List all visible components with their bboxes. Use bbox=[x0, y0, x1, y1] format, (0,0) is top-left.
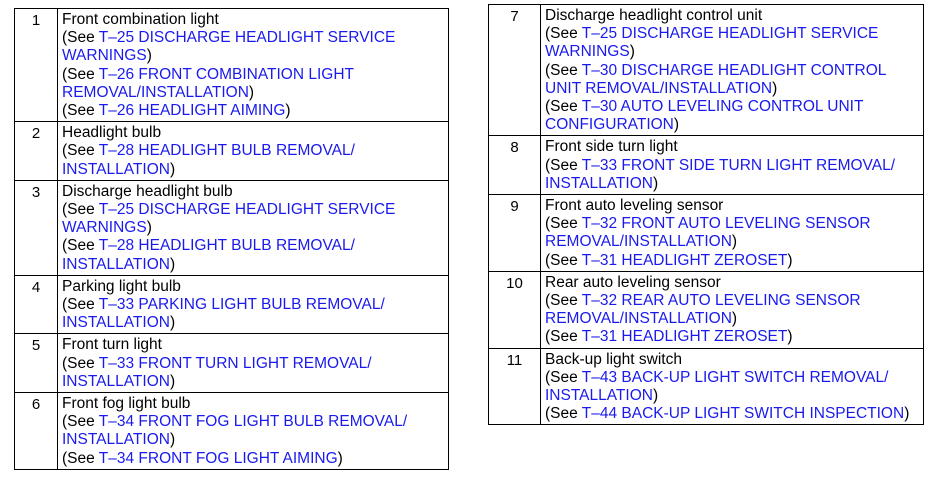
reference-line bbox=[545, 157, 919, 193]
reference-link[interactable]: T–43 BACK-UP LIGHT SWITCH REMOVAL/ INSTALLATION bbox=[545, 368, 889, 405]
reference-line bbox=[545, 25, 919, 61]
reference-line bbox=[62, 237, 444, 273]
reference-suffix: ) bbox=[169, 314, 176, 332]
reference-suffix: ) bbox=[629, 43, 635, 61]
component-row bbox=[489, 195, 924, 272]
reference-prefix: (See bbox=[62, 65, 99, 83]
reference-prefix: (See bbox=[62, 354, 99, 372]
reference-link[interactable]: T–33 FRONT TURN LIGHT REMOVAL/ INSTALLATION bbox=[62, 354, 372, 390]
item-description bbox=[58, 275, 449, 334]
reference-suffix: ) bbox=[169, 372, 176, 390]
reference-link[interactable]: T–25 DISCHARGE HEADLIGHT SERVICE WARNINGS bbox=[545, 25, 879, 61]
reference-prefix: (See bbox=[545, 328, 582, 346]
component-name: Parking light bulb bbox=[62, 277, 181, 295]
reference-line bbox=[545, 292, 919, 328]
reference-link[interactable]: T–33 PARKING LIGHT BULB REMOVAL/ INSTALLATION bbox=[62, 296, 385, 332]
reference-prefix: (See bbox=[545, 251, 582, 269]
component-name: Discharge headlight bulb bbox=[62, 182, 233, 200]
reference-link[interactable]: T–31 HEADLIGHT ZEROSET bbox=[581, 328, 788, 346]
reference-suffix: ) bbox=[787, 328, 793, 346]
component-row bbox=[15, 275, 449, 334]
reference-line bbox=[545, 62, 919, 98]
item-description bbox=[58, 393, 449, 470]
item-number: 8 bbox=[489, 136, 541, 195]
item-description bbox=[541, 348, 924, 425]
reference-prefix: (See bbox=[62, 29, 99, 47]
reference-suffix: ) bbox=[146, 219, 152, 237]
component-name: Front fog light bulb bbox=[62, 395, 191, 413]
reference-prefix: (See bbox=[545, 25, 582, 43]
item-number: 9 bbox=[489, 195, 541, 272]
component-name: Back-up light switch bbox=[545, 350, 682, 368]
reference-line bbox=[545, 328, 919, 346]
reference-prefix: (See bbox=[62, 102, 99, 120]
component-row bbox=[15, 180, 449, 275]
item-number: 3 bbox=[15, 180, 58, 275]
reference-line bbox=[62, 142, 444, 178]
reference-line bbox=[62, 296, 444, 332]
reference-link[interactable]: T–26 FRONT COMBINATION LIGHT REMOVAL/INSTALLATION bbox=[62, 65, 354, 101]
reference-suffix: ) bbox=[787, 251, 793, 269]
component-name: Front turn light bbox=[62, 336, 162, 354]
reference-suffix: ) bbox=[248, 83, 255, 101]
reference-suffix: ) bbox=[731, 233, 738, 251]
reference-link[interactable]: T–44 BACK-UP LIGHT SWITCH INSPECTION bbox=[581, 405, 905, 423]
reference-line bbox=[62, 66, 444, 102]
item-description bbox=[541, 271, 924, 348]
reference-line bbox=[545, 252, 919, 270]
reference-line bbox=[62, 29, 444, 65]
item-number: 11 bbox=[489, 348, 541, 425]
item-number: 7 bbox=[489, 5, 541, 136]
component-name: Discharge headlight control unit bbox=[545, 7, 763, 24]
item-number: 6 bbox=[15, 393, 58, 470]
component-name: Rear auto leveling sensor bbox=[545, 273, 721, 291]
item-description bbox=[58, 180, 449, 275]
component-row bbox=[15, 334, 449, 393]
component-row bbox=[489, 348, 924, 425]
reference-suffix: ) bbox=[904, 405, 910, 423]
reference-line bbox=[545, 215, 919, 251]
item-number: 4 bbox=[15, 275, 58, 334]
reference-prefix: (See bbox=[545, 368, 582, 386]
item-number: 1 bbox=[15, 9, 58, 122]
reference-line bbox=[545, 369, 919, 405]
reference-link[interactable]: T–34 FRONT FOG LIGHT BULB REMOVAL/ INSTALLATION bbox=[62, 413, 408, 449]
reference-prefix: (See bbox=[62, 237, 99, 255]
reference-prefix: (See bbox=[545, 292, 582, 310]
item-number: 10 bbox=[489, 271, 541, 348]
reference-line bbox=[62, 413, 444, 449]
reference-link[interactable]: T–30 DISCHARGE HEADLIGHT CONTROL UNIT REMOVAL/INSTALLATION bbox=[545, 61, 886, 97]
component-row bbox=[15, 122, 449, 181]
item-number: 5 bbox=[15, 334, 58, 393]
reference-prefix: (See bbox=[545, 61, 582, 79]
reference-prefix: (See bbox=[545, 215, 582, 233]
reference-prefix: (See bbox=[62, 413, 99, 431]
reference-link[interactable]: T–31 HEADLIGHT ZEROSET bbox=[581, 251, 788, 269]
reference-prefix: (See bbox=[62, 142, 99, 160]
reference-suffix: ) bbox=[652, 174, 659, 192]
reference-link[interactable]: T–28 HEADLIGHT BULB REMOVAL/ INSTALLATION bbox=[62, 142, 355, 178]
reference-line bbox=[545, 98, 919, 134]
reference-prefix: (See bbox=[545, 98, 582, 116]
component-name: Front side turn light bbox=[545, 138, 678, 156]
component-table-right bbox=[488, 4, 924, 425]
reference-link[interactable]: T–30 AUTO LEVELING CONTROL UNIT CONFIGURATION bbox=[545, 98, 864, 134]
reference-line bbox=[62, 355, 444, 391]
item-description bbox=[541, 195, 924, 272]
reference-line bbox=[62, 102, 444, 120]
reference-suffix: ) bbox=[146, 47, 152, 65]
component-row bbox=[489, 136, 924, 195]
reference-line bbox=[62, 201, 444, 237]
reference-link[interactable]: T–34 FRONT FOG LIGHT AIMING bbox=[98, 449, 338, 467]
reference-link[interactable]: T–25 DISCHARGE HEADLIGHT SERVICE WARNINGS bbox=[62, 29, 396, 65]
reference-prefix: (See bbox=[545, 405, 582, 423]
item-number: 2 bbox=[15, 122, 58, 181]
item-description bbox=[541, 5, 924, 136]
reference-link[interactable]: T–32 REAR AUTO LEVELING SENSOR REMOVAL/INSTALLATION bbox=[545, 292, 861, 328]
reference-link[interactable]: T–32 FRONT AUTO LEVELING SENSOR REMOVAL/INSTALLATION bbox=[545, 215, 871, 251]
item-description bbox=[58, 9, 449, 122]
item-description bbox=[58, 122, 449, 181]
reference-suffix: ) bbox=[169, 431, 176, 449]
reference-prefix: (See bbox=[62, 449, 99, 467]
component-row bbox=[489, 271, 924, 348]
reference-link[interactable]: T–25 DISCHARGE HEADLIGHT SERVICE WARNINGS bbox=[62, 201, 396, 237]
reference-suffix: ) bbox=[169, 160, 176, 178]
reference-suffix: ) bbox=[285, 102, 291, 120]
reference-link[interactable]: T–28 HEADLIGHT BULB REMOVAL/ INSTALLATION bbox=[62, 237, 355, 273]
reference-prefix: (See bbox=[62, 201, 99, 219]
item-description bbox=[58, 334, 449, 393]
reference-suffix: ) bbox=[169, 255, 176, 273]
reference-prefix: (See bbox=[545, 156, 582, 174]
component-row bbox=[15, 393, 449, 470]
reference-prefix: (See bbox=[62, 296, 99, 314]
reference-suffix: ) bbox=[337, 449, 343, 467]
reference-link[interactable]: T–33 FRONT SIDE TURN LIGHT REMOVAL/ INSTALLATION bbox=[545, 156, 896, 192]
item-description bbox=[541, 136, 924, 195]
reference-line bbox=[545, 405, 919, 423]
reference-line bbox=[62, 450, 444, 468]
component-row bbox=[15, 9, 449, 122]
reference-suffix: ) bbox=[731, 310, 738, 328]
reference-suffix: ) bbox=[772, 79, 778, 97]
reference-link[interactable]: T–26 HEADLIGHT AIMING bbox=[98, 102, 286, 120]
component-name: Front auto leveling sensor bbox=[545, 197, 724, 215]
reference-suffix: ) bbox=[673, 116, 680, 134]
component-name: Front combination light bbox=[62, 11, 219, 28]
component-name: Headlight bulb bbox=[62, 124, 162, 142]
component-row bbox=[489, 5, 924, 136]
component-table-left bbox=[14, 8, 449, 470]
reference-suffix: ) bbox=[652, 387, 659, 405]
